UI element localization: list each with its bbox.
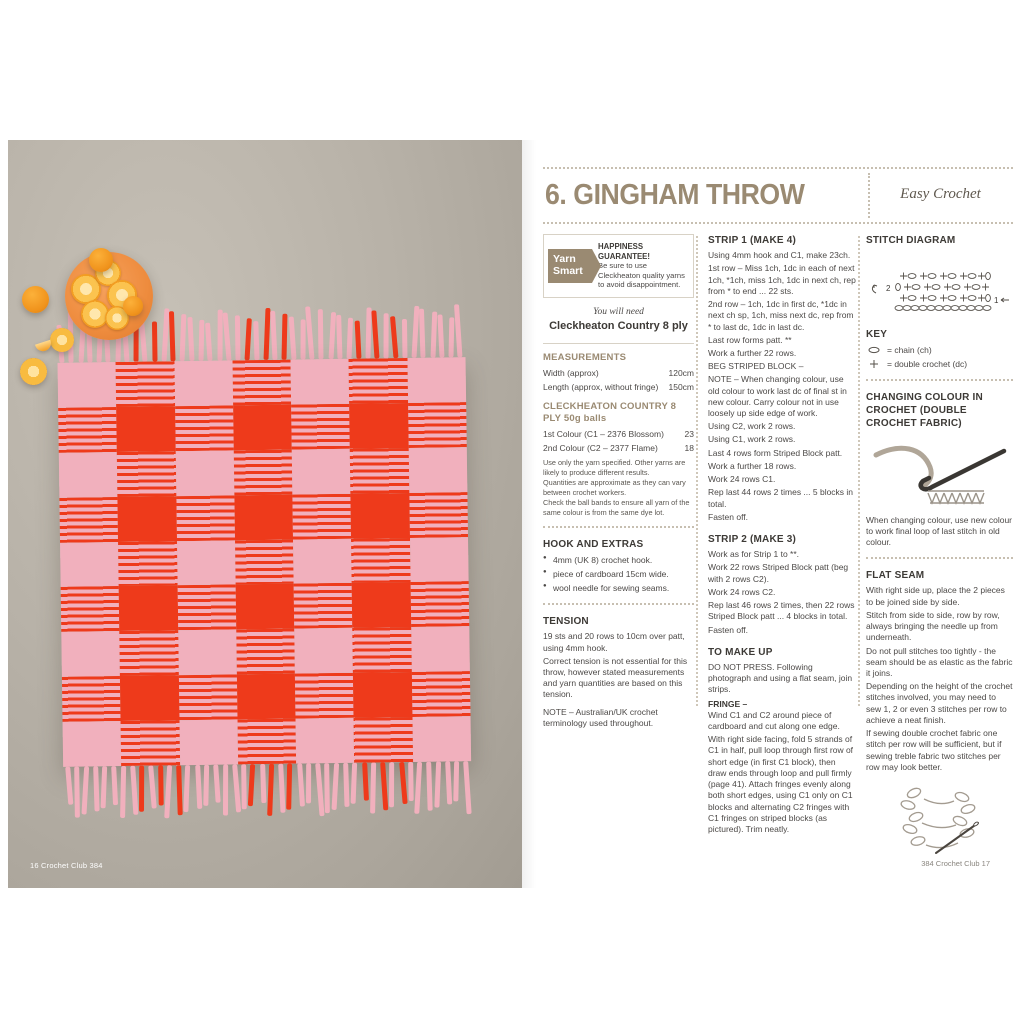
strip1-line: Last 4 rows form Striped Block patt.	[708, 447, 843, 458]
blanket-block-pink	[293, 538, 352, 584]
separator	[543, 526, 694, 528]
blanket-block-pink	[61, 631, 120, 677]
key-row-chain	[866, 345, 1013, 356]
fringe-tassel-pink	[331, 763, 339, 810]
fringe-tassel-pink	[336, 315, 342, 359]
fringe-tassel-pink	[203, 765, 209, 806]
strip1-line: Using C2, work 2 rows.	[708, 421, 796, 432]
blanket-block-red	[352, 582, 411, 628]
measurement-label: Length (approx, without fringe)	[543, 381, 659, 392]
fringe-tassel-pink	[101, 766, 108, 808]
instructions-column	[708, 234, 856, 837]
strip1-line: Using 4mm hook and C1, make 23ch.	[708, 250, 851, 261]
yarn-notes	[543, 458, 694, 517]
double-crochet-icon	[866, 359, 882, 369]
fringe-tassel-pink	[453, 761, 459, 801]
flat-seam-illustration-icon	[880, 779, 1000, 859]
blanket-block-pink	[412, 716, 471, 762]
fringe-tassel-red	[152, 321, 158, 361]
fringe-tassel-red	[362, 763, 369, 801]
fringe-tassel-pink	[217, 310, 222, 361]
fringe-tassel-red	[354, 321, 361, 359]
blanket-block-pink	[296, 718, 355, 764]
flat-seam-paragraph: Do not pull stitches too tightly - the seam should be as elastic as the fabric it joins.	[866, 645, 1013, 678]
strip2-heading: STRIP 2 (MAKE 3)	[708, 534, 797, 545]
materials-column	[543, 234, 694, 732]
fringe-tassel-red	[176, 765, 183, 815]
fringe-tassel-pink	[130, 766, 138, 815]
blanket-grid	[58, 357, 472, 767]
measurement-label: Width (approx)	[543, 367, 599, 378]
fringe-tassel-red	[158, 765, 164, 805]
blanket-block-striped	[121, 720, 180, 766]
blanket-block-striped	[232, 360, 291, 406]
fringe-tassel-red	[263, 308, 270, 360]
strip1-line: Fasten off.	[708, 511, 749, 522]
fringe-tassel-pink	[149, 765, 158, 808]
tension-heading: TENSION	[543, 616, 589, 628]
fringe-tassel-pink	[300, 319, 305, 359]
fringe-tassel-red	[371, 310, 379, 358]
blanket-block-pink	[59, 452, 118, 498]
separator	[866, 379, 1013, 381]
blanket-block-striped	[178, 675, 237, 721]
blanket-block-striped	[353, 627, 412, 673]
blanket-block-pink	[178, 630, 237, 676]
fringe-tassel-pink	[235, 315, 241, 360]
fringe-tassel-pink	[222, 312, 231, 360]
blanket-block-striped	[293, 493, 352, 539]
fringe-tassel-pink	[305, 306, 314, 359]
whole-orange	[22, 286, 49, 313]
blanket-block-striped	[61, 586, 120, 632]
pattern-page	[522, 140, 1016, 888]
blanket-block-red	[353, 672, 412, 718]
page-title: 6. GINGHAM THROW	[545, 179, 805, 211]
fringe-tassel-pink	[351, 763, 358, 804]
blanket-block-pink	[58, 362, 117, 408]
fringe-tassel-pink	[437, 314, 444, 357]
blanket-block-striped	[235, 539, 294, 585]
fringe-tassel-red	[248, 764, 255, 806]
blanket-block-striped	[412, 671, 471, 717]
fringe-tassel-pink	[427, 762, 434, 811]
fringe-tassel-red	[267, 764, 274, 816]
fringe-tassel-pink	[164, 765, 172, 818]
fringe-tassel-pink	[343, 763, 349, 807]
fringe-tassel-pink	[222, 765, 227, 816]
strip1-line: Work a further 18 rows.	[708, 460, 797, 471]
stitch-diagram	[866, 253, 1013, 318]
fringe-tassel-pink	[232, 764, 241, 812]
blanket-block-striped	[410, 582, 469, 628]
plate-of-oranges	[65, 252, 153, 340]
fringe-tassel-pink	[184, 765, 191, 812]
fringe-line: Wind C1 and C2 around piece of cardboard and cut along one edge.	[708, 709, 840, 731]
stitch-chart-icon	[866, 253, 1013, 315]
fringe-tassel-pink	[253, 321, 259, 360]
half-orange	[50, 328, 74, 352]
blanket-block-striped	[354, 717, 413, 763]
diagram-row1-label: 1	[994, 296, 999, 306]
tension-text	[543, 631, 694, 700]
strip1-line: Work 24 rows C1.	[708, 474, 776, 485]
fringe-tassel-pink	[325, 763, 331, 813]
yarn-colour-label: 1st Colour (C1 – 2376 Blossom)	[543, 429, 664, 439]
photo-page	[8, 140, 522, 888]
fringe-tassel-pink	[187, 317, 194, 361]
separator	[866, 557, 1013, 559]
fringe-tassel-pink	[260, 764, 266, 803]
separator	[543, 603, 694, 605]
blanket-block-striped	[237, 719, 296, 765]
blanket-block-pink	[411, 626, 470, 672]
blanket-block-striped	[117, 451, 176, 497]
fringe-tassel-pink	[347, 318, 354, 359]
fringe-tassel-pink	[278, 764, 285, 813]
whole-orange	[123, 296, 143, 316]
chain-icon	[866, 346, 882, 354]
flat-seam-heading: FLAT SEAM	[866, 570, 925, 582]
fringe-tassel-pink	[318, 309, 324, 359]
fringe-tassel-pink	[74, 767, 80, 818]
yarn-smart-badge-icon	[548, 249, 592, 283]
yarn-note: Use only the yarn specified. Other yarns are likely to produce different results.	[543, 458, 686, 477]
blanket-block-red	[234, 494, 293, 540]
fringe-tassel-pink	[81, 766, 89, 814]
fringe-tassel-pink	[213, 765, 221, 803]
tension-paragraph: 19 sts and 20 rows to 10cm over patt, using 4mm hook.	[543, 631, 685, 653]
blanket-block-red	[119, 586, 178, 632]
blanket-block-striped	[58, 407, 117, 453]
yarn-row	[543, 429, 694, 440]
fringe-bottom	[65, 761, 470, 865]
key-label-chain: = chain (ch)	[887, 344, 932, 355]
blanket-block-pink	[63, 721, 122, 767]
fringe-tassel-pink	[205, 323, 213, 361]
fringe-tassel-pink	[288, 316, 296, 359]
fringe-tassel-pink	[297, 763, 305, 806]
fringe-tassel-pink	[384, 313, 389, 358]
fringe-tassel-pink	[306, 763, 311, 803]
fringe-tassel-red	[380, 762, 388, 810]
fringe-tassel-red	[139, 766, 144, 812]
half-orange	[20, 358, 47, 385]
yarn-smart-word1: Yarn	[553, 253, 576, 266]
blanket-block-striped	[351, 538, 410, 584]
fringe-tassel-pink	[402, 319, 408, 358]
page-number-left: 16 Crochet Club 384	[30, 861, 103, 870]
strip2-line: Rep last 46 rows 2 times, then 22 rows Striped Block patt ... 4 blocks in total.	[708, 600, 855, 622]
key-row-dc	[866, 359, 1013, 370]
fringe-tassel-pink	[241, 764, 247, 809]
blanket-block-red	[120, 675, 179, 721]
you-will-need	[543, 306, 694, 334]
strip2-line: Work 22 rows Striped Block patt (beg with 2 rows C2).	[708, 562, 849, 584]
measurements-heading: MEASUREMENTS	[543, 351, 627, 363]
fringe-tassel-red	[287, 764, 293, 810]
strip1-instructions	[708, 250, 856, 523]
blanket-block-red	[350, 403, 409, 449]
column-divider	[858, 236, 860, 706]
strip1-line: 2nd row – 1ch, 1dc in first dc, *1dc in next ch sp, 1ch, miss next dc, rep from * to last dc, 1dc in last dc.	[708, 299, 854, 332]
yarn-smart-word2: Smart	[553, 264, 583, 277]
fringe-tassel-red	[282, 314, 288, 360]
terminology-note: NOTE – Australian/UK crochet terminology used throughout.	[543, 706, 658, 728]
strip1-line: Last row forms patt. **	[708, 334, 792, 345]
separator	[543, 343, 694, 344]
pattern-header	[543, 167, 1013, 224]
fringe-tassel-pink	[93, 766, 99, 811]
happiness-guarantee-heading: HAPPINESS GUARANTEE!	[598, 242, 650, 261]
fringe-tassel-pink	[419, 309, 426, 358]
you-will-need-label: You will need	[593, 306, 644, 317]
page-number-right: 384 Crochet Club 17	[921, 859, 990, 868]
fringe-tassel-pink	[120, 766, 126, 818]
strip1-line: BEG STRIPED BLOCK –	[708, 361, 804, 372]
measurement-row	[543, 382, 694, 393]
strip1-line: Rep last 44 rows 2 times ... 5 blocks in total.	[708, 487, 854, 509]
fringe-tassel-red	[390, 316, 398, 358]
whole-orange	[89, 248, 113, 272]
fringe-tassel-pink	[445, 761, 452, 804]
flat-seam-text	[866, 585, 1013, 773]
blanket-block-striped	[234, 449, 293, 495]
diagram-row2-label: 2	[886, 284, 891, 294]
blanket-block-pink	[292, 449, 351, 495]
fringe-tassel-pink	[434, 761, 441, 807]
flat-seam-paragraph: Stitch from side to side, row by row, always bringing the needle up from underneath.	[866, 609, 1000, 643]
blanket-block-striped	[59, 497, 118, 543]
make-up-intro: DO NOT PRESS. Following photograph and using a flat seam, join strips.	[708, 661, 853, 695]
flat-seam-paragraph: Depending on the height of the crochet stitches involved, you may need to sew 1, 2 or even 3 stitches per row to achieve a neat finish.	[866, 681, 1013, 725]
fringe-tassel-pink	[430, 312, 437, 358]
blanket-block-striped	[349, 358, 408, 404]
strip1-line: NOTE – When changing colour, use old colour to work last dc of final st in new colour. Carry colour not in use loosely up side edge of work.	[708, 374, 847, 419]
blanket-block-striped	[177, 585, 236, 631]
yarn-row	[543, 443, 694, 454]
fringe-tassel-red	[399, 762, 407, 804]
blanket-block-striped	[295, 673, 354, 719]
blanket-block-pink	[174, 360, 233, 406]
yarn-colour-label: 2nd Colour (C2 – 2377 Flame)	[543, 443, 658, 454]
yarn-product-name: Cleckheaton Country 8 ply	[549, 320, 688, 333]
blanket-block-red	[233, 404, 292, 450]
fringe-heading: FRINGE –	[708, 698, 748, 709]
techniques-column	[866, 234, 1013, 865]
hook-extras-heading: HOOK AND EXTRAS	[543, 539, 644, 551]
blanket-block-striped	[409, 492, 468, 538]
blanket-block-pink	[408, 447, 467, 493]
flat-seam-paragraph: If sewing double crochet fabric one stitch per row will be sufficient, but if sewing treble fabric two stitches per row may look better.	[866, 728, 1002, 772]
key-label-dc: = double crochet (dc)	[887, 358, 968, 369]
hook-extras-list	[543, 555, 694, 595]
blanket-block-pink	[410, 537, 469, 583]
yarn-smart-box	[543, 234, 694, 298]
blanket-block-red	[351, 493, 410, 539]
measurement-value: 120cm	[668, 367, 694, 378]
tension-paragraph: Correct tension is not essential for this throw, however stated measurements and yarn quantities are based on this tension.	[543, 655, 688, 700]
blanket-block-pink	[179, 719, 238, 765]
blanket-block-striped	[294, 583, 353, 629]
blanket-block-pink	[175, 450, 234, 496]
orange-wedge	[35, 340, 53, 354]
blanket-block-striped	[175, 405, 234, 451]
gingham-throw-photo	[56, 259, 472, 817]
blanket-block-red	[118, 496, 177, 542]
fringe-tassel-pink	[414, 762, 422, 814]
hook-extra-item: ● piece of cardboard 15cm wide.	[543, 569, 694, 580]
yarn-smart-text	[598, 242, 687, 290]
blanket-block-pink	[60, 542, 119, 588]
strip2-line: Work 24 rows C2.	[708, 586, 776, 597]
stitch-diagram-heading: STITCH DIAGRAM	[866, 235, 956, 246]
fringe-tassel-pink	[65, 767, 73, 805]
strip1-line: Using C1, work 2 rows.	[708, 434, 796, 445]
fringe-tassel-pink	[389, 762, 394, 807]
blanket-block-red	[235, 584, 294, 630]
happiness-guarantee-body: Be sure to use Cleckheaton quality yarns to avoid disappointment.	[598, 261, 685, 290]
fringe-tassel-pink	[112, 766, 119, 805]
hook-extra-item: ● wool needle for sewing seams.	[543, 583, 694, 594]
flat-seam-paragraph: With right side up, place the 2 pieces to be joined side by side.	[866, 585, 1005, 607]
blanket-block-pink	[177, 540, 236, 586]
fringe-tassel-pink	[195, 765, 202, 809]
blanket-block-striped	[120, 631, 179, 677]
yarn-note: Check the ball bands to ensure all yarn of the same colour is from the same dye lot.	[543, 498, 690, 517]
changing-colour-heading: CHANGING COLOUR IN CROCHET (DOUBLE CROCHET FABRIC)	[866, 392, 983, 430]
blanket-block-striped	[118, 541, 177, 587]
strip2-line: Fasten off.	[708, 624, 749, 635]
hook-extra-item: ● 4mm (UK 8) crochet hook.	[543, 555, 694, 566]
strip1-line: 1st row – Miss 1ch, 1dc in each of next 1ch, *1ch, miss 1ch, 1dc in next ch, rep from * to end ... 22 sts.	[708, 263, 856, 296]
fringe-tassel-pink	[408, 762, 414, 801]
crochet-hook-illustration-icon	[870, 437, 1010, 509]
blanket-block-pink	[294, 628, 353, 674]
difficulty-badge: Easy Crochet	[900, 186, 981, 202]
fringe-tassel-pink	[365, 307, 371, 358]
blanket-block-striped	[236, 629, 295, 675]
blanket-block-striped	[350, 448, 409, 494]
changing-colour-body: When changing colour, use new colour to work final loop of last stitch in old colour.	[866, 514, 1013, 548]
measurement-value: 150cm	[668, 381, 694, 392]
blanket-block-striped	[116, 361, 175, 407]
yarn-quantity-heading: CLECKHEATON COUNTRY 8 PLY 50g balls	[543, 400, 677, 425]
fringe-line: With right side facing, fold 5 strands of C1 in half, pull loop through first row of short edge (in first C1 block), then draw ends through loop and pull firmly (page 41). Attach fringes evenly along both short edges, using C1 only on C1 blocks and alternating C2 fringes with C1 fringes on striped blocks (as pictured). Trim neatly.	[708, 734, 854, 834]
make-up-heading: TO MAKE UP	[708, 646, 773, 658]
strip2-line: Work as for Strip 1 to **.	[708, 549, 800, 560]
fringe-tassel-pink	[449, 317, 455, 357]
fringe-tassel-pink	[199, 320, 205, 361]
fringe-tassel-pink	[464, 761, 473, 814]
fringe-tassel-pink	[328, 312, 336, 359]
fringe-tassel-red	[245, 318, 252, 360]
blanket-block-pink	[407, 357, 466, 403]
yarn-ball-count: 23	[684, 429, 694, 439]
fringe-tassel-pink	[315, 763, 324, 816]
blanket-block-red	[237, 674, 296, 720]
key-heading: KEY	[866, 329, 888, 341]
fringe-tassel-pink	[370, 762, 376, 813]
blanket-block-striped	[408, 402, 467, 448]
fringe-tassel-red	[169, 311, 176, 361]
fringe-instructions	[708, 710, 856, 835]
blanket-block-striped	[62, 676, 121, 722]
blanket-block-striped	[176, 495, 235, 541]
blanket-block-pink	[291, 359, 350, 405]
fringe-tassel-pink	[180, 314, 187, 361]
fringe-tassel-pink	[454, 304, 463, 357]
blanket-block-striped	[291, 404, 350, 450]
measurement-row	[543, 368, 694, 379]
column-divider	[696, 236, 698, 706]
yarn-note: Quantities are approximate as they can vary between crochet workers.	[543, 478, 686, 497]
fringe-tassel-pink	[270, 311, 277, 360]
strip2-instructions	[708, 549, 856, 636]
blanket-block-red	[116, 406, 175, 452]
strip1-line: Work a further 22 rows.	[708, 347, 797, 358]
yarn-ball-count: 18	[684, 443, 694, 454]
strip1-heading: STRIP 1 (MAKE 4)	[708, 235, 797, 246]
